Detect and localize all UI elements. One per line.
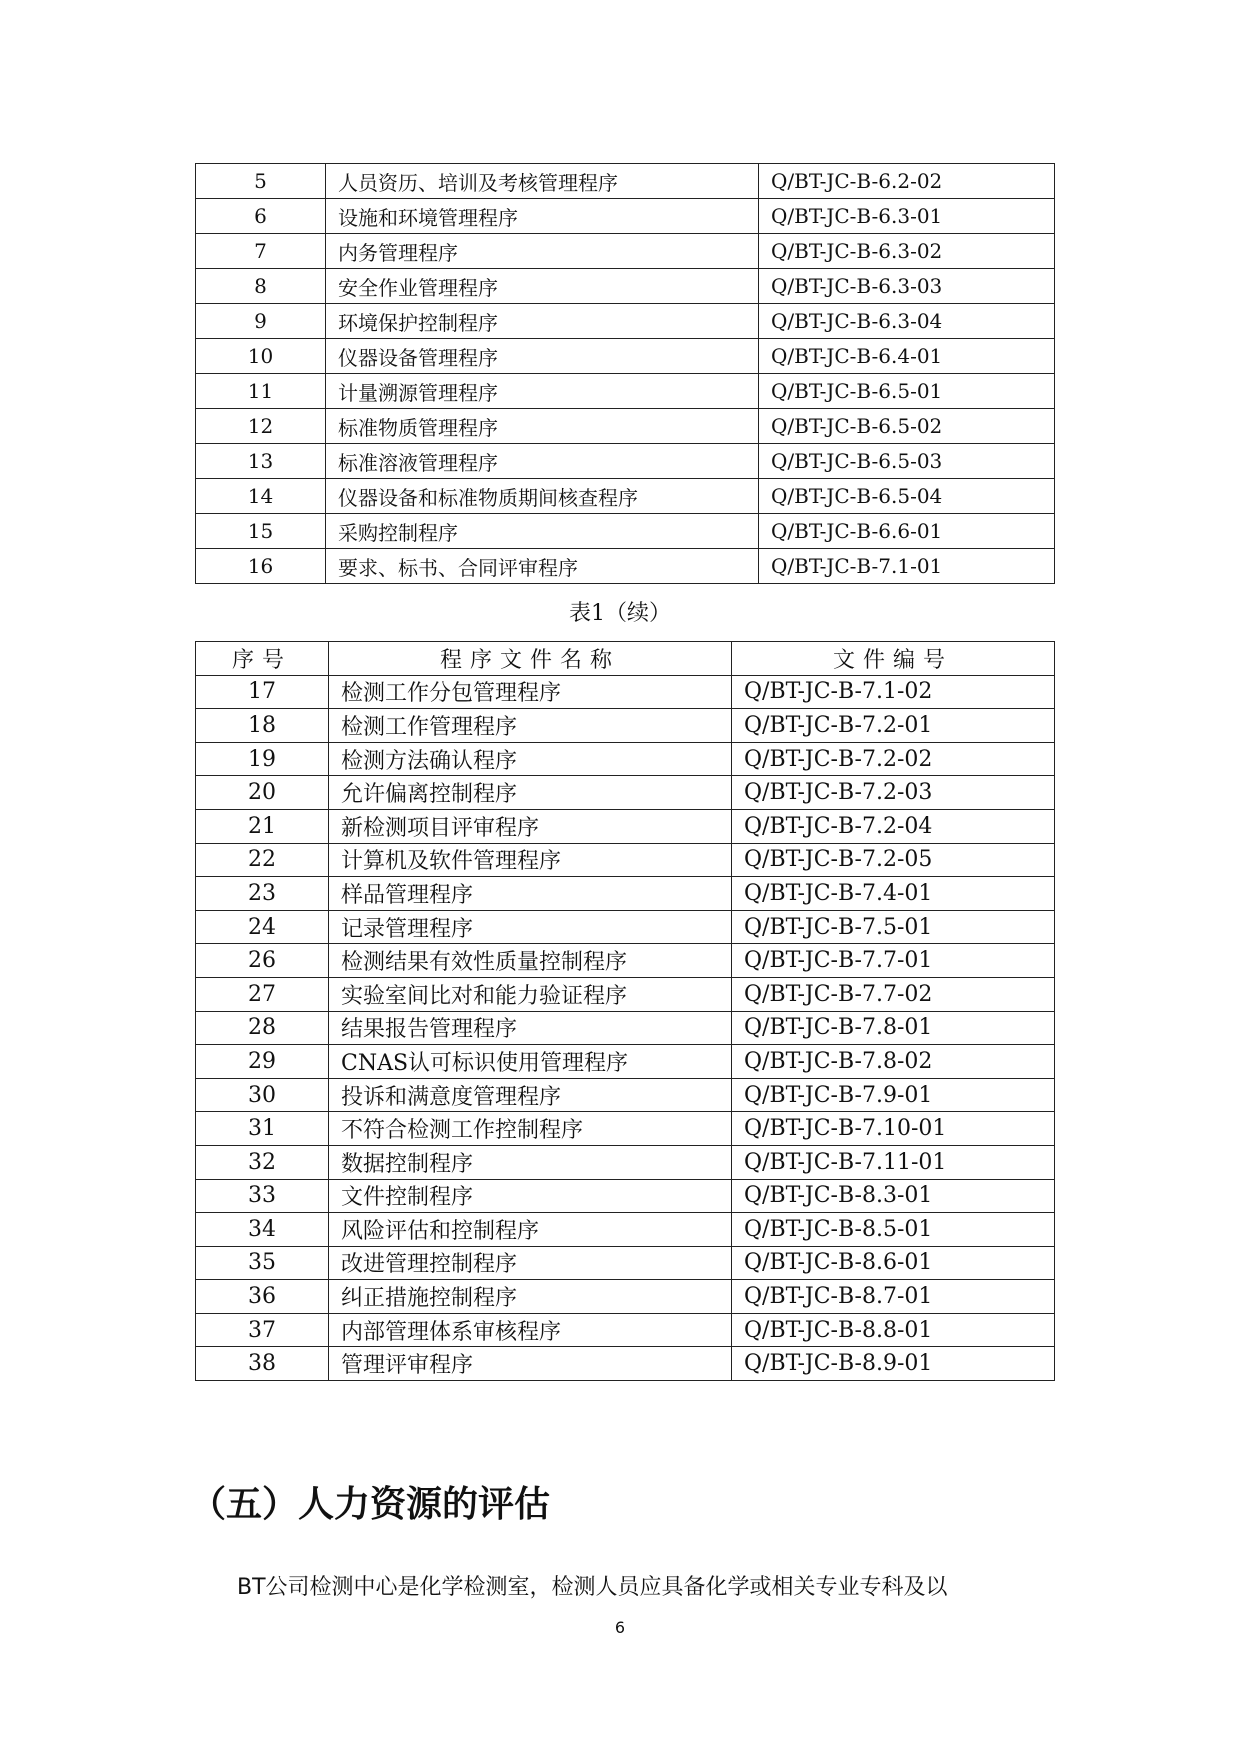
name-cell: 结果报告管理程序 bbox=[329, 1011, 732, 1045]
code-cell: Q/BT-JC-B-7.7-01 bbox=[732, 944, 1055, 978]
code-cell: Q/BT-JC-B-8.9-01 bbox=[732, 1347, 1055, 1381]
name-cell: 仪器设备和标准物质期间核查程序 bbox=[326, 479, 759, 514]
table-row bbox=[196, 843, 1055, 877]
index-cell: 6 bbox=[196, 199, 326, 234]
code-cell: Q/BT-JC-B-7.2-02 bbox=[732, 742, 1055, 776]
table-row bbox=[196, 1078, 1055, 1112]
index-cell: 33 bbox=[196, 1179, 329, 1213]
index-cell: 32 bbox=[196, 1145, 329, 1179]
name-cell: 内务管理程序 bbox=[326, 234, 759, 269]
code-cell: Q/BT-JC-B-8.3-01 bbox=[732, 1179, 1055, 1213]
index-cell: 24 bbox=[196, 910, 329, 944]
table-row bbox=[196, 444, 1055, 479]
table-row bbox=[196, 977, 1055, 1011]
code-cell: Q/BT-JC-B-6.3-01 bbox=[759, 199, 1055, 234]
section-heading: （五）人力资源的评估 bbox=[190, 1484, 551, 1525]
table-row bbox=[196, 1179, 1055, 1213]
table-row bbox=[196, 1213, 1055, 1247]
index-cell: 11 bbox=[196, 374, 326, 409]
name-cell: 投诉和满意度管理程序 bbox=[329, 1078, 732, 1112]
code-cell: Q/BT-JC-B-6.5-04 bbox=[759, 479, 1055, 514]
table-row bbox=[196, 1112, 1055, 1146]
index-cell: 27 bbox=[196, 977, 329, 1011]
code-cell: Q/BT-JC-B-8.8-01 bbox=[732, 1313, 1055, 1347]
name-cell: 检测工作分包管理程序 bbox=[329, 675, 732, 709]
index-cell: 13 bbox=[196, 444, 326, 479]
code-cell: Q/BT-JC-B-7.8-02 bbox=[732, 1045, 1055, 1079]
name-cell: 人员资历、培训及考核管理程序 bbox=[326, 164, 759, 199]
code-cell: Q/BT-JC-B-6.4-01 bbox=[759, 339, 1055, 374]
code-cell: Q/BT-JC-B-8.7-01 bbox=[732, 1280, 1055, 1314]
table-row bbox=[196, 199, 1055, 234]
table-row bbox=[196, 549, 1055, 584]
table-row bbox=[196, 479, 1055, 514]
index-cell: 37 bbox=[196, 1313, 329, 1347]
name-cell: 改进管理控制程序 bbox=[329, 1246, 732, 1280]
code-cell: Q/BT-JC-B-7.8-01 bbox=[732, 1011, 1055, 1045]
code-cell: Q/BT-JC-B-7.1-02 bbox=[732, 675, 1055, 709]
index-cell: 18 bbox=[196, 709, 329, 743]
procedure-table-part2 bbox=[195, 641, 1055, 1381]
table-row bbox=[196, 1145, 1055, 1179]
index-cell: 34 bbox=[196, 1213, 329, 1247]
table-row bbox=[196, 1347, 1055, 1381]
code-cell: Q/BT-JC-B-6.2-02 bbox=[759, 164, 1055, 199]
table-row bbox=[196, 1313, 1055, 1347]
index-cell: 17 bbox=[196, 675, 329, 709]
table-row bbox=[196, 304, 1055, 339]
name-cell: 采购控制程序 bbox=[326, 514, 759, 549]
code-cell: Q/BT-JC-B-6.5-03 bbox=[759, 444, 1055, 479]
body-paragraph: BT公司检测中心是化学检测室，检测人员应具备化学或相关专业专科及以 bbox=[237, 1575, 948, 1600]
code-cell: Q/BT-JC-B-7.2-01 bbox=[732, 709, 1055, 743]
code-cell: Q/BT-JC-B-7.1-01 bbox=[759, 549, 1055, 584]
name-cell: 不符合检测工作控制程序 bbox=[329, 1112, 732, 1146]
name-cell: 检测工作管理程序 bbox=[329, 709, 732, 743]
index-cell: 14 bbox=[196, 479, 326, 514]
code-cell: Q/BT-JC-B-7.4-01 bbox=[732, 877, 1055, 911]
table-row bbox=[196, 1011, 1055, 1045]
code-cell: Q/BT-JC-B-7.11-01 bbox=[732, 1145, 1055, 1179]
name-cell: 检测方法确认程序 bbox=[329, 742, 732, 776]
index-cell: 21 bbox=[196, 809, 329, 843]
index-cell: 28 bbox=[196, 1011, 329, 1045]
index-cell: 36 bbox=[196, 1280, 329, 1314]
table-header-row bbox=[196, 642, 1055, 676]
index-cell: 12 bbox=[196, 409, 326, 444]
table-row bbox=[196, 809, 1055, 843]
name-cell: 实验室间比对和能力验证程序 bbox=[329, 977, 732, 1011]
name-cell: CNAS认可标识使用管理程序 bbox=[329, 1045, 732, 1079]
index-cell: 7 bbox=[196, 234, 326, 269]
table-row bbox=[196, 409, 1055, 444]
name-cell: 内部管理体系审核程序 bbox=[329, 1313, 732, 1347]
name-cell: 数据控制程序 bbox=[329, 1145, 732, 1179]
code-cell: Q/BT-JC-B-7.2-03 bbox=[732, 776, 1055, 810]
index-cell: 16 bbox=[196, 549, 326, 584]
table-row bbox=[196, 877, 1055, 911]
table-row bbox=[196, 709, 1055, 743]
index-cell: 8 bbox=[196, 269, 326, 304]
index-cell: 26 bbox=[196, 944, 329, 978]
name-cell: 管理评审程序 bbox=[329, 1347, 732, 1381]
header-name: 程序文件名称 bbox=[329, 642, 732, 676]
index-cell: 35 bbox=[196, 1246, 329, 1280]
name-cell: 环境保护控制程序 bbox=[326, 304, 759, 339]
table-row bbox=[196, 742, 1055, 776]
code-cell: Q/BT-JC-B-7.9-01 bbox=[732, 1078, 1055, 1112]
table-row bbox=[196, 776, 1055, 810]
code-cell: Q/BT-JC-B-6.3-03 bbox=[759, 269, 1055, 304]
header-code: 文件编号 bbox=[732, 642, 1055, 676]
table-row bbox=[196, 514, 1055, 549]
index-cell: 9 bbox=[196, 304, 326, 339]
table-row bbox=[196, 675, 1055, 709]
table-row bbox=[196, 374, 1055, 409]
index-cell: 29 bbox=[196, 1045, 329, 1079]
table-row bbox=[196, 944, 1055, 978]
table-row bbox=[196, 1246, 1055, 1280]
table-caption: 表1（续） bbox=[569, 601, 671, 626]
name-cell: 标准物质管理程序 bbox=[326, 409, 759, 444]
table-row bbox=[196, 1280, 1055, 1314]
code-cell: Q/BT-JC-B-6.5-02 bbox=[759, 409, 1055, 444]
name-cell: 允许偏离控制程序 bbox=[329, 776, 732, 810]
name-cell: 纠正措施控制程序 bbox=[329, 1280, 732, 1314]
code-cell: Q/BT-JC-B-6.3-02 bbox=[759, 234, 1055, 269]
name-cell: 设施和环境管理程序 bbox=[326, 199, 759, 234]
table-row bbox=[196, 339, 1055, 374]
index-cell: 15 bbox=[196, 514, 326, 549]
header-index: 序号 bbox=[196, 642, 329, 676]
name-cell: 计量溯源管理程序 bbox=[326, 374, 759, 409]
page-number: 6 bbox=[614, 1618, 626, 1637]
index-cell: 23 bbox=[196, 877, 329, 911]
name-cell: 检测结果有效性质量控制程序 bbox=[329, 944, 732, 978]
name-cell: 仪器设备管理程序 bbox=[326, 339, 759, 374]
index-cell: 38 bbox=[196, 1347, 329, 1381]
index-cell: 10 bbox=[196, 339, 326, 374]
name-cell: 计算机及软件管理程序 bbox=[329, 843, 732, 877]
code-cell: Q/BT-JC-B-8.5-01 bbox=[732, 1213, 1055, 1247]
index-cell: 5 bbox=[196, 164, 326, 199]
table-row bbox=[196, 910, 1055, 944]
code-cell: Q/BT-JC-B-7.7-02 bbox=[732, 977, 1055, 1011]
name-cell: 新检测项目评审程序 bbox=[329, 809, 732, 843]
name-cell: 文件控制程序 bbox=[329, 1179, 732, 1213]
name-cell: 要求、标书、合同评审程序 bbox=[326, 549, 759, 584]
name-cell: 安全作业管理程序 bbox=[326, 269, 759, 304]
code-cell: Q/BT-JC-B-7.2-04 bbox=[732, 809, 1055, 843]
name-cell: 样品管理程序 bbox=[329, 877, 732, 911]
index-cell: 22 bbox=[196, 843, 329, 877]
table-row bbox=[196, 269, 1055, 304]
code-cell: Q/BT-JC-B-6.6-01 bbox=[759, 514, 1055, 549]
table-row bbox=[196, 234, 1055, 269]
code-cell: Q/BT-JC-B-6.5-01 bbox=[759, 374, 1055, 409]
name-cell: 风险评估和控制程序 bbox=[329, 1213, 732, 1247]
index-cell: 31 bbox=[196, 1112, 329, 1146]
code-cell: Q/BT-JC-B-7.5-01 bbox=[732, 910, 1055, 944]
index-cell: 20 bbox=[196, 776, 329, 810]
index-cell: 19 bbox=[196, 742, 329, 776]
name-cell: 记录管理程序 bbox=[329, 910, 732, 944]
table-row bbox=[196, 1045, 1055, 1079]
table-row bbox=[196, 164, 1055, 199]
code-cell: Q/BT-JC-B-8.6-01 bbox=[732, 1246, 1055, 1280]
code-cell: Q/BT-JC-B-6.3-04 bbox=[759, 304, 1055, 339]
index-cell: 30 bbox=[196, 1078, 329, 1112]
procedure-table-part1 bbox=[195, 163, 1055, 584]
code-cell: Q/BT-JC-B-7.10-01 bbox=[732, 1112, 1055, 1146]
code-cell: Q/BT-JC-B-7.2-05 bbox=[732, 843, 1055, 877]
name-cell: 标准溶液管理程序 bbox=[326, 444, 759, 479]
